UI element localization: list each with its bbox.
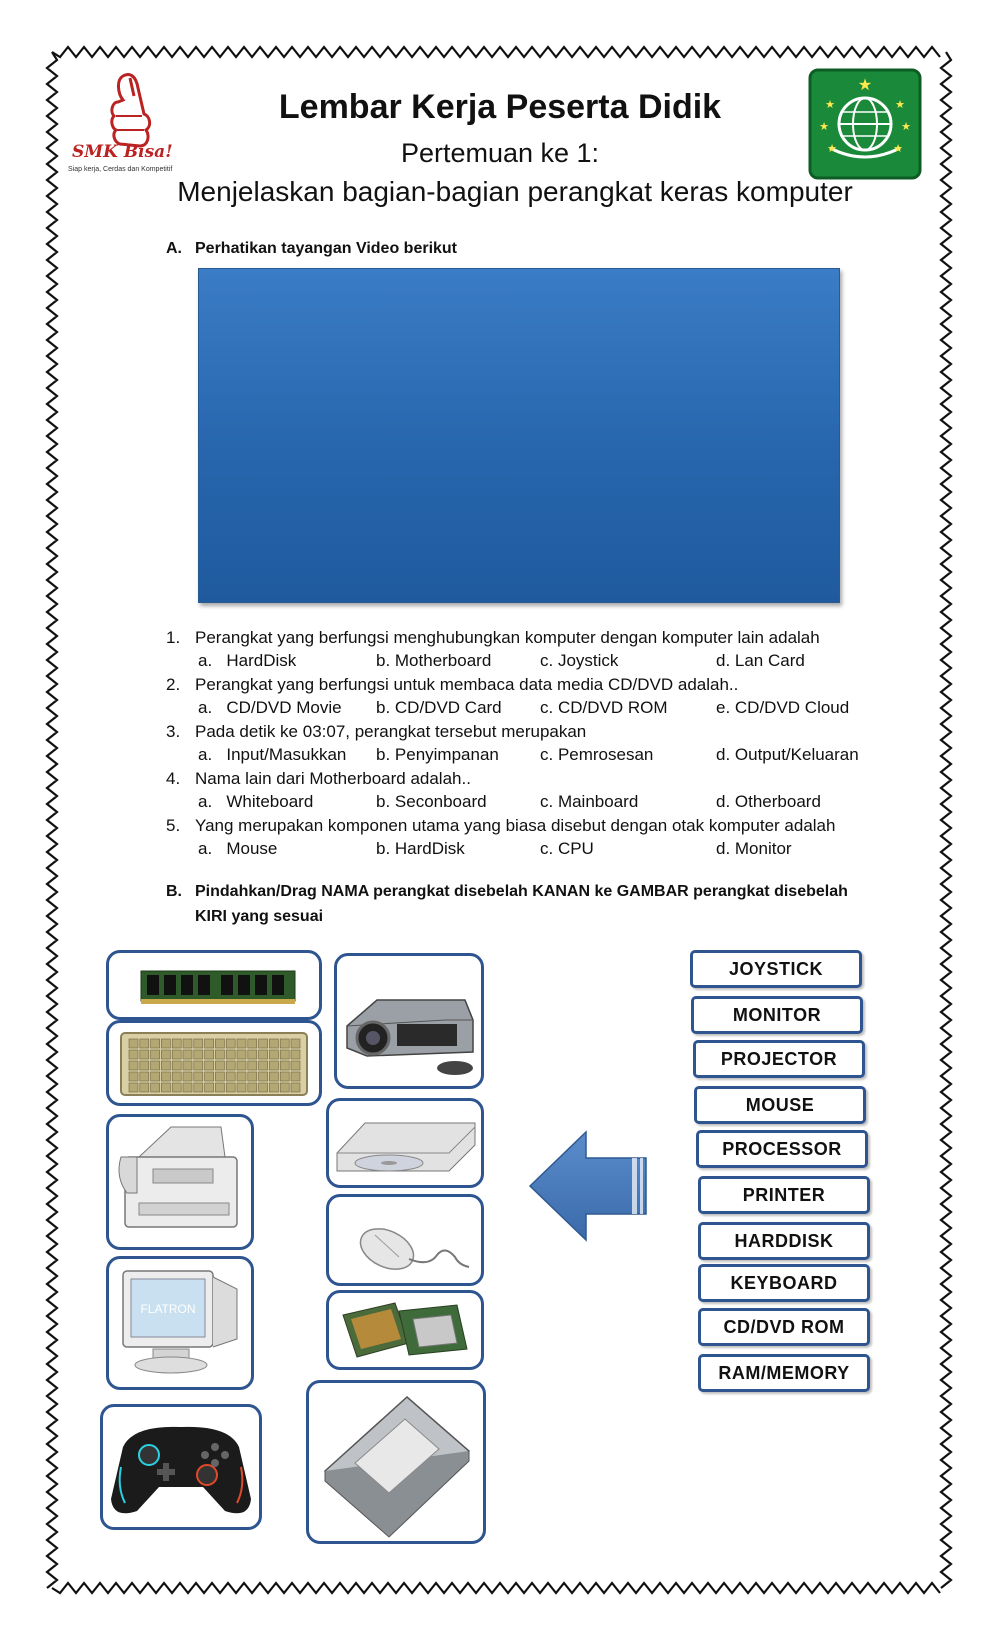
meeting-subtitle: Pertemuan ke 1: bbox=[400, 138, 600, 168]
mouse-icon bbox=[329, 1197, 481, 1283]
answer-option[interactable]: b. Seconboard bbox=[376, 792, 487, 811]
keyboard-image-box[interactable] bbox=[106, 1020, 322, 1106]
question-number: 1. bbox=[166, 628, 181, 647]
section-a-label: Perhatikan tayangan Video berikut bbox=[195, 240, 458, 257]
answer-option[interactable]: b. Penyimpanan bbox=[376, 745, 499, 764]
answer-option[interactable]: c. Pemrosesan bbox=[540, 745, 654, 764]
school-logo-text: SMK Bisa! bbox=[72, 142, 173, 162]
svg-text:★: ★ bbox=[901, 120, 911, 133]
label-projector[interactable]: PROJECTOR bbox=[693, 1040, 865, 1078]
left-arrow-icon bbox=[528, 1130, 656, 1242]
answer-option[interactable]: b. CD/DVD Card bbox=[376, 698, 502, 717]
question-number: 5. bbox=[166, 816, 181, 835]
question-text: Perangkat yang berfungsi menghubungkan komputer dengan komputer lain adalah bbox=[195, 628, 820, 647]
answer-option[interactable]: c. Mainboard bbox=[540, 792, 639, 811]
page-title: Lembar Kerja Peserta Didik bbox=[278, 88, 722, 126]
question-number: 3. bbox=[166, 722, 181, 741]
answer-option[interactable]: b. HardDisk bbox=[376, 839, 465, 858]
answer-option[interactable]: d. Otherboard bbox=[716, 792, 821, 811]
svg-text:★: ★ bbox=[857, 75, 873, 94]
question-text: Pada detik ke 03:07, perangkat tersebut merupakan bbox=[195, 722, 587, 741]
svg-text:★: ★ bbox=[895, 98, 905, 111]
printer-icon bbox=[109, 1117, 251, 1247]
monitor-brand-text: FLATRON bbox=[140, 1302, 196, 1316]
cd-rom-image-box[interactable] bbox=[326, 1098, 484, 1188]
topic-heading: Menjelaskan bagian-bagian perangkat keras komputer bbox=[177, 176, 853, 207]
label-cd-dvd-rom[interactable]: CD/DVD ROM bbox=[698, 1308, 870, 1346]
answer-option[interactable]: e. CD/DVD Cloud bbox=[716, 698, 850, 717]
answer-option[interactable]: a. Input/Masukkan bbox=[198, 745, 347, 764]
label-processor[interactable]: PROCESSOR bbox=[696, 1130, 868, 1168]
svg-text:★: ★ bbox=[825, 98, 835, 111]
question-number: 4. bbox=[166, 769, 181, 788]
svg-text:★: ★ bbox=[827, 142, 837, 155]
school-logo-tagline: Siap kerja, Cerdas dan Kompetitif bbox=[68, 166, 173, 173]
monitor-icon bbox=[109, 1259, 251, 1387]
fax-printer-image-box[interactable] bbox=[106, 1114, 254, 1250]
section-b-marker: B. bbox=[166, 883, 182, 900]
answer-option[interactable]: b. Motherboard bbox=[376, 651, 492, 670]
cd-drive-icon bbox=[329, 1101, 481, 1185]
mouse-image-box[interactable] bbox=[326, 1194, 484, 1286]
ram-image-box[interactable] bbox=[106, 950, 322, 1020]
processor-icon bbox=[329, 1293, 481, 1367]
label-joystick[interactable]: JOYSTICK bbox=[690, 950, 862, 988]
processor-image-box[interactable] bbox=[326, 1290, 484, 1370]
question-number: 2. bbox=[166, 675, 181, 694]
projector-icon bbox=[337, 956, 481, 1086]
section-b-instruction-line1: Pindahkan/Drag NAMA perangkat disebelah KANAN ke GAMBAR perangkat disebelah bbox=[195, 883, 848, 900]
svg-text:★: ★ bbox=[893, 142, 903, 155]
projector-image-box[interactable] bbox=[334, 953, 484, 1089]
answer-option[interactable]: a. Mouse bbox=[198, 839, 278, 858]
label-monitor[interactable]: MONITOR bbox=[691, 996, 863, 1034]
answer-option[interactable]: d. Monitor bbox=[716, 839, 792, 858]
answer-option[interactable]: d. Lan Card bbox=[716, 651, 805, 670]
joystick-image-box[interactable] bbox=[100, 1404, 262, 1530]
question-text: Yang merupakan komponen utama yang biasa disebut dengan otak komputer adalah bbox=[195, 816, 836, 835]
ram-module-icon bbox=[109, 953, 319, 1017]
answer-option[interactable]: c. CD/DVD ROM bbox=[540, 698, 668, 717]
answer-option[interactable]: c. Joystick bbox=[540, 651, 619, 670]
keyboard-icon bbox=[109, 1023, 319, 1103]
answer-option[interactable]: a. HardDisk bbox=[198, 651, 297, 670]
monitor-image-box[interactable] bbox=[106, 1256, 254, 1390]
video-player[interactable] bbox=[198, 268, 840, 603]
harddisk-icon bbox=[309, 1383, 483, 1541]
label-harddisk[interactable]: HARDDISK bbox=[698, 1222, 870, 1260]
section-a-marker: A. bbox=[166, 240, 182, 257]
answer-option[interactable]: a. Whiteboard bbox=[198, 792, 314, 811]
label-ram-memory[interactable]: RAM/MEMORY bbox=[698, 1354, 870, 1392]
harddisk-image-box[interactable] bbox=[306, 1380, 486, 1544]
label-mouse[interactable]: MOUSE bbox=[694, 1086, 866, 1124]
question-text: Nama lain dari Motherboard adalah.. bbox=[195, 769, 471, 788]
label-printer[interactable]: PRINTER bbox=[698, 1176, 870, 1214]
question-text: Perangkat yang berfungsi untuk membaca data media CD/DVD adalah.. bbox=[195, 675, 739, 694]
answer-option[interactable]: a. CD/DVD Movie bbox=[198, 698, 342, 717]
answer-option[interactable]: c. CPU bbox=[540, 839, 594, 858]
answer-option[interactable]: d. Output/Keluaran bbox=[716, 745, 859, 764]
svg-text:★: ★ bbox=[819, 120, 829, 133]
gamepad-icon bbox=[103, 1407, 259, 1527]
section-b-instruction-line2: KIRI yang sesuai bbox=[195, 908, 324, 925]
label-keyboard[interactable]: KEYBOARD bbox=[698, 1264, 870, 1302]
